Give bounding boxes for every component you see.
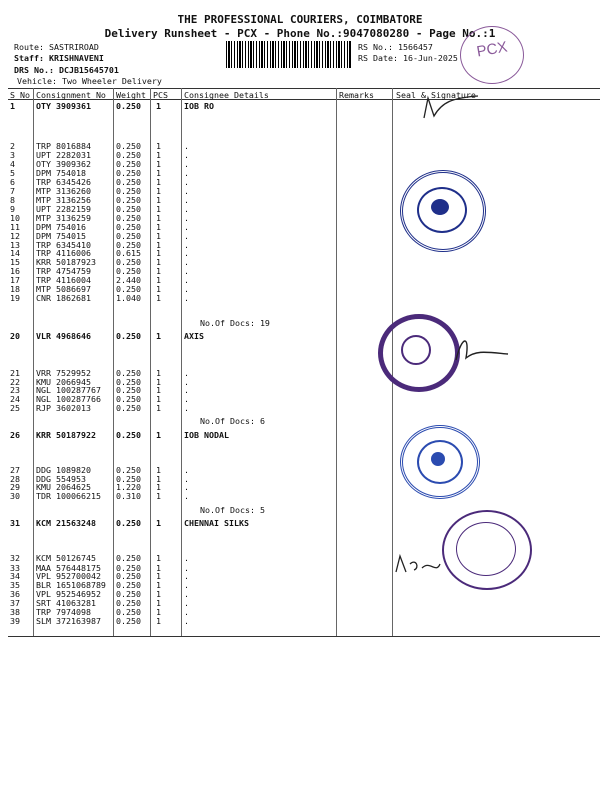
consignment-cell: UPT 2282159 [36,204,91,214]
sno-cell: 27 [10,465,20,475]
pcs-cell: 1 [156,204,161,214]
sno-cell: 9 [10,204,15,214]
consignment-cell: KMU 2064625 [36,482,91,492]
sno-cell: 34 [10,571,20,581]
pcs-cell: 1 [156,377,161,387]
weight-cell: 0.250 [116,385,141,395]
pcs-cell: 1 [156,168,161,178]
drs-number: DRS No.: DCJB15645701 [14,65,119,75]
pcs-cell: 1 [156,474,161,484]
consignee-cell: . [184,150,189,160]
consignment-cell: DPM 754018 [36,168,86,178]
consignee-cell: . [184,266,189,276]
weight-cell: 0.250 [116,331,141,341]
weight-cell: 0.250 [116,168,141,178]
weight-cell: 2.440 [116,275,141,285]
sno-cell: 18 [10,284,20,294]
pcs-cell: 1 [156,553,161,563]
iob-ro-stamp [400,170,486,252]
pcs-cell: 1 [156,589,161,599]
pcs-cell: 1 [156,293,161,303]
table-row [0,616,600,626]
sno-cell: 35 [10,580,20,590]
consignment-cell: TRP 6345410 [36,240,91,250]
pcs-cell: 1 [156,331,161,341]
sno-cell: 2 [10,141,15,151]
sno-cell: 1 [10,101,15,111]
consignee-cell: IOB NODAL [184,430,229,440]
consignment-cell: MTP 5086697 [36,284,91,294]
consignee-cell: . [184,482,189,492]
sno-cell: 3 [10,150,15,160]
pcs-cell: 1 [156,607,161,617]
consignment-cell: TRP 7974098 [36,607,91,617]
weight-cell: 0.250 [116,394,141,404]
axis-signature [452,330,512,370]
weight-cell: 0.250 [116,598,141,608]
pcs-cell: 1 [156,491,161,501]
weight-cell: 0.250 [116,240,141,250]
table-row [0,430,600,440]
pcs-cell: 1 [156,368,161,378]
consignment-cell: NGL 100287767 [36,385,101,395]
consignment-cell: MTP 3136259 [36,213,91,223]
sno-cell: 38 [10,607,20,617]
consignment-cell: UPT 2282031 [36,150,91,160]
sno-cell: 8 [10,195,15,205]
weight-cell: 0.250 [116,377,141,387]
table-top-rule [8,88,600,89]
consignment-cell: DDG 1089820 [36,465,91,475]
weight-cell: 0.250 [116,213,141,223]
barcode-image [226,41,352,68]
consignment-cell: KCM 21563248 [36,518,96,528]
pcs-cell: 1 [156,101,161,111]
consignee-cell: . [184,275,189,285]
consignee-cell: . [184,141,189,151]
sno-cell: 30 [10,491,20,501]
consignment-cell: SRT 41063281 [36,598,96,608]
consignee-cell: . [184,186,189,196]
consignment-cell: TRP 8016884 [36,141,91,151]
weight-cell: 0.250 [116,580,141,590]
pcs-cell: 1 [156,571,161,581]
consignment-cell: KMU 2066945 [36,377,91,387]
pcs-cell: 1 [156,186,161,196]
consignee-cell: . [184,465,189,475]
col-weight: Weight [116,90,146,100]
sno-cell: 23 [10,385,20,395]
consignee-cell: . [184,240,189,250]
consignee-cell: . [184,377,189,387]
consignee-cell: . [184,204,189,214]
consignment-cell: TRP 4116006 [36,248,91,258]
consignment-cell: TRP 6345426 [36,177,91,187]
weight-cell: 0.250 [116,284,141,294]
col-consignee: Consignee Details [184,90,269,100]
sno-cell: 7 [10,186,15,196]
sno-cell: 14 [10,248,20,258]
sno-cell: 6 [10,177,15,187]
pcs-cell: 1 [156,394,161,404]
weight-cell: 0.615 [116,248,141,258]
consignment-cell: DPM 754016 [36,222,86,232]
sno-cell: 24 [10,394,20,404]
weight-cell: 0.250 [116,186,141,196]
sno-cell: 31 [10,518,20,528]
weight-cell: 0.250 [116,430,141,440]
pcs-cell: 1 [156,465,161,475]
consignment-cell: VRR 7529952 [36,368,91,378]
weight-cell: 0.250 [116,204,141,214]
sno-cell: 33 [10,563,20,573]
pcs-cell: 1 [156,430,161,440]
col-sno: S No [10,90,30,100]
weight-cell: 1.040 [116,293,141,303]
table-header [0,90,600,100]
consignment-cell: MTP 3136256 [36,195,91,205]
axis-seal-stamp [378,314,460,392]
consignment-cell: SLM 372163987 [36,616,101,626]
consignee-cell: . [184,168,189,178]
sno-cell: 15 [10,257,20,267]
chennai-silks-seal [442,510,532,590]
consignment-cell: VLR 4968646 [36,331,91,341]
table-bottom-rule [8,636,600,637]
consignment-cell: RJP 3602013 [36,403,91,413]
pcs-cell: 1 [156,177,161,187]
consignee-cell: . [184,385,189,395]
pcs-cell: 1 [156,266,161,276]
weight-cell: 0.250 [116,195,141,205]
col-pcs: PCS [153,90,168,100]
group-total: No.Of Docs: 5 [200,505,265,515]
weight-cell: 0.250 [116,222,141,232]
consignee-cell: . [184,607,189,617]
pcs-cell: 1 [156,563,161,573]
pcs-cell: 1 [156,231,161,241]
consignee-cell: . [184,293,189,303]
pcs-cell: 1 [156,275,161,285]
consignee-cell: . [184,195,189,205]
weight-cell: 0.250 [116,101,141,111]
consignment-cell: OTY 3909361 [36,101,91,111]
weight-cell: 0.250 [116,563,141,573]
weight-cell: 0.250 [116,368,141,378]
consignee-cell: . [184,553,189,563]
consignment-cell: KRR 50187922 [36,430,96,440]
consignee-cell: . [184,231,189,241]
company-title: THE PROFESSIONAL COURIERS, COIMBATORE [177,13,423,26]
sno-cell: 37 [10,598,20,608]
weight-cell: 0.310 [116,491,141,501]
consignee-cell: . [184,598,189,608]
weight-cell: 0.250 [116,141,141,151]
consignee-cell: . [184,222,189,232]
col-consignment: Consignment No [36,90,106,100]
weight-cell: 0.250 [116,231,141,241]
pcx-stamp [460,26,524,84]
consignment-cell: TDR 100066215 [36,491,101,501]
weight-cell: 0.250 [116,553,141,563]
pcs-cell: 1 [156,141,161,151]
table-row [0,491,600,501]
consignee-cell: . [184,213,189,223]
consignee-cell: . [184,403,189,413]
consignee-cell: . [184,474,189,484]
sno-cell: 16 [10,266,20,276]
consignment-cell: BLR 1651068789 [36,580,106,590]
col-seal: Seal & Signature [396,90,476,100]
consignee-cell: . [184,284,189,294]
group-total: No.Of Docs: 19 [200,318,270,328]
weight-cell: 0.250 [116,177,141,187]
sno-cell: 5 [10,168,15,178]
pcs-cell: 1 [156,403,161,413]
sno-cell: 36 [10,589,20,599]
consignee-cell: . [184,616,189,626]
consignee-cell: . [184,589,189,599]
pcs-cell: 1 [156,616,161,626]
pcx-stamp-text: PCX [475,38,509,61]
consignment-cell: OTY 3909362 [36,159,91,169]
consignee-cell: . [184,257,189,267]
sno-cell: 11 [10,222,20,232]
consignment-cell: VPL 952700042 [36,571,101,581]
sno-cell: 10 [10,213,20,223]
consignment-cell: CNR 1862681 [36,293,91,303]
sno-cell: 25 [10,403,20,413]
weight-cell: 0.250 [116,465,141,475]
pcs-cell: 1 [156,213,161,223]
consignee-cell: . [184,580,189,590]
pcs-cell: 1 [156,598,161,608]
sno-cell: 26 [10,430,20,440]
consignment-cell: DPM 754015 [36,231,86,241]
consignee-cell: . [184,571,189,581]
sno-cell: 12 [10,231,20,241]
consignee-cell: . [184,248,189,258]
pcs-cell: 1 [156,248,161,258]
consignee-cell: AXIS [184,331,204,341]
consignee-cell: CHENNAI SILKS [184,518,249,528]
vehicle-label: Vehicle: Two Wheeler Delivery [17,76,162,86]
consignee-cell: . [184,177,189,187]
pcs-cell: 1 [156,240,161,250]
consignee-cell: IOB RO [184,101,214,111]
rs-date: RS Date: 16-Jun-2025 [358,53,458,63]
consignment-cell: KCM 50126745 [36,553,96,563]
weight-cell: 0.250 [116,474,141,484]
weight-cell: 1.220 [116,482,141,492]
sno-cell: 29 [10,482,20,492]
consignee-cell: . [184,368,189,378]
chennai-silks-signature [392,550,442,580]
pcs-cell: 1 [156,580,161,590]
group-total: No.Of Docs: 6 [200,416,265,426]
sno-cell: 28 [10,474,20,484]
rs-number: RS No.: 1566457 [358,42,433,52]
table-row [0,293,600,303]
consignee-cell: . [184,159,189,169]
weight-cell: 0.250 [116,616,141,626]
consignment-cell: TRP 4116004 [36,275,91,285]
weight-cell: 0.250 [116,571,141,581]
sno-cell: 32 [10,553,20,563]
table-row [0,403,600,413]
weight-cell: 0.250 [116,589,141,599]
sno-cell: 22 [10,377,20,387]
pcs-cell: 1 [156,518,161,528]
consignment-cell: KRR 50187923 [36,257,96,267]
pcs-cell: 1 [156,150,161,160]
consignment-cell: DDG 554953 [36,474,86,484]
runsheet-subtitle: Delivery Runsheet - PCX - Phone No.:9047080280 - Page No.:1 [104,27,496,40]
iob-nodal-stamp [400,425,480,499]
consignee-cell: . [184,394,189,404]
col-remarks: Remarks [339,90,374,100]
pcs-cell: 1 [156,159,161,169]
weight-cell: 0.250 [116,518,141,528]
route-label: Route: SASTRIROAD [14,42,99,52]
weight-cell: 0.250 [116,150,141,160]
pcs-cell: 1 [156,385,161,395]
sno-cell: 13 [10,240,20,250]
sno-cell: 19 [10,293,20,303]
consignee-cell: . [184,491,189,501]
consignment-cell: MAA 576448175 [36,563,101,573]
iob-ro-signature [418,92,488,122]
sno-cell: 17 [10,275,20,285]
sno-cell: 39 [10,616,20,626]
consignee-cell: . [184,563,189,573]
sno-cell: 4 [10,159,15,169]
weight-cell: 0.250 [116,159,141,169]
sno-cell: 21 [10,368,20,378]
pcs-cell: 1 [156,257,161,267]
consignment-cell: VPL 952546952 [36,589,101,599]
weight-cell: 0.250 [116,257,141,267]
weight-cell: 0.250 [116,403,141,413]
table-row [0,101,600,111]
consignment-cell: TRP 4754759 [36,266,91,276]
weight-cell: 0.250 [116,607,141,617]
consignment-cell: MTP 3136260 [36,186,91,196]
sno-cell: 20 [10,331,20,341]
pcs-cell: 1 [156,482,161,492]
pcs-cell: 1 [156,222,161,232]
weight-cell: 0.250 [116,266,141,276]
pcs-cell: 1 [156,195,161,205]
staff-label: Staff: KRISHNAVENI [14,53,104,63]
pcs-cell: 1 [156,284,161,294]
consignment-cell: NGL 100287766 [36,394,101,404]
